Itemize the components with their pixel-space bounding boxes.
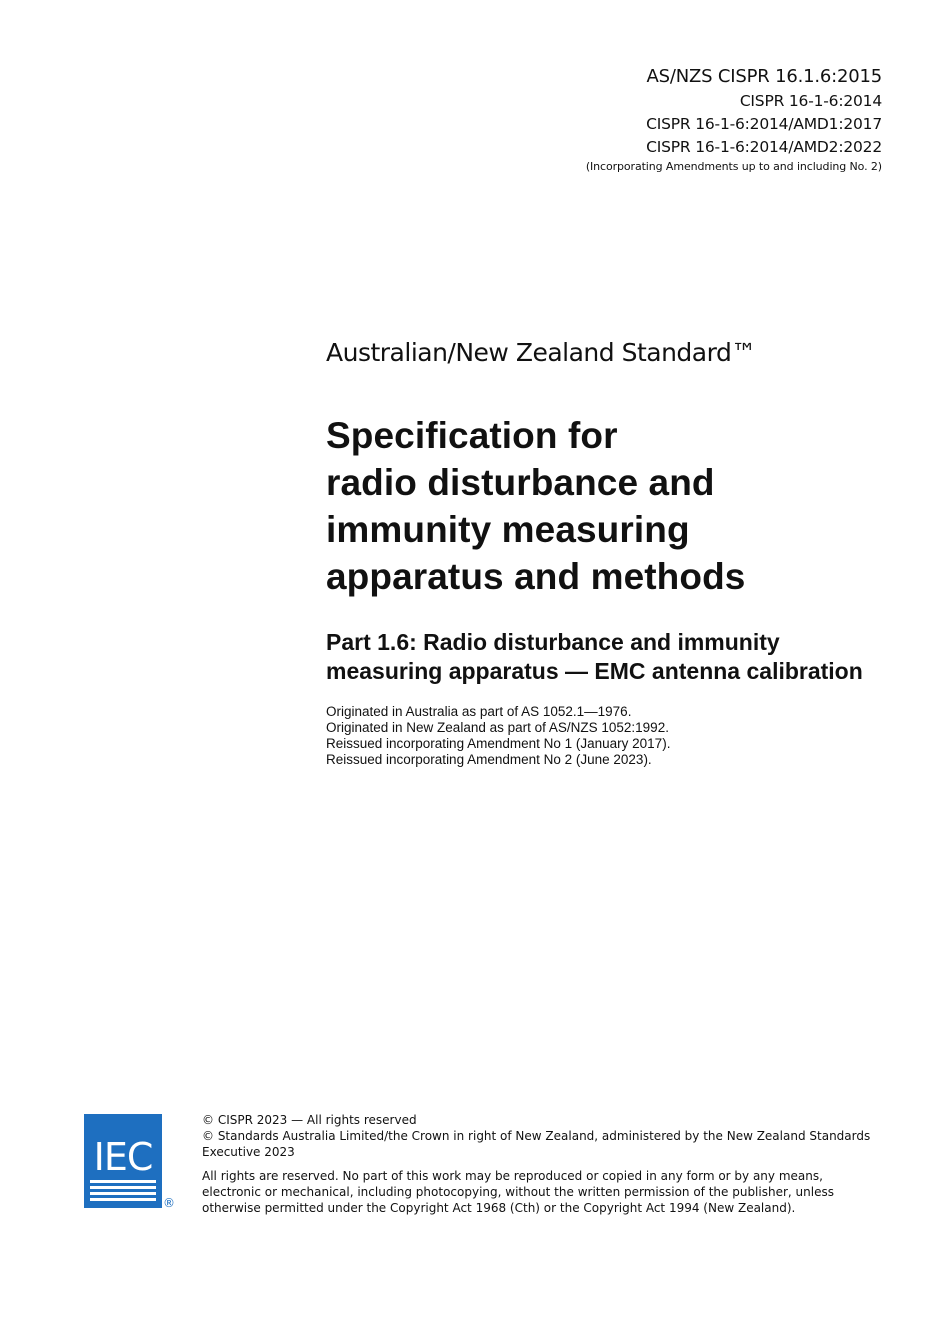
history-line: Reissued incorporating Amendment No 2 (June 2023). <box>326 752 652 767</box>
copyright-block <box>202 1112 892 1160</box>
iec-logo-text: IEC <box>93 1135 153 1179</box>
iec-logo <box>84 1114 176 1208</box>
iec-logo-stripe <box>90 1192 156 1195</box>
rights-line: otherwise permitted under the Copyright Act 1968 (Cth) or the Copyright Act 1994 (New Zealand). <box>202 1201 796 1215</box>
subtitle-line: measuring apparatus — EMC antenna calibration <box>326 658 863 684</box>
cispr-code: CISPR 16-1-6:2014 <box>739 92 882 110</box>
rights-line: All rights are reserved. No part of this work may be reproduced or copied in any form or by any means, <box>202 1169 823 1183</box>
copyright-line: © Standards Australia Limited/the Crown in right of New Zealand, administered by the New Zealand Standards <box>202 1129 871 1143</box>
amendment-1-code: CISPR 16-1-6:2014/AMD1:2017 <box>646 115 882 133</box>
publication-history <box>326 704 906 768</box>
primary-standard-code: AS/NZS CISPR 16.1.6:2015 <box>646 66 882 87</box>
history-line: Reissued incorporating Amendment No 1 (January 2017). <box>326 736 671 751</box>
history-line: Originated in New Zealand as part of AS/NZS 1052:1992. <box>326 720 669 735</box>
amendment-2-code: CISPR 16-1-6:2014/AMD2:2022 <box>646 138 882 156</box>
title-block <box>326 336 906 768</box>
amendments-note: (Incorporating Amendments up to and including No. 2) <box>585 160 882 173</box>
document-title <box>326 412 906 600</box>
registered-mark-icon: ® <box>163 1196 175 1208</box>
history-line: Originated in Australia as part of AS 1052.1—1976. <box>326 704 632 719</box>
iec-logo-stripe <box>90 1186 156 1189</box>
iec-logo-stripe <box>90 1198 156 1201</box>
title-line: Specification for <box>326 415 618 456</box>
standard-codes <box>586 64 882 175</box>
rights-line: electronic or mechanical, including photocopying, without the written permission of the publisher, unless <box>202 1185 834 1199</box>
title-line: apparatus and methods <box>326 556 746 597</box>
title-line: radio disturbance and <box>326 462 715 503</box>
subtitle-line: Part 1.6: Radio disturbance and immunity <box>326 629 780 655</box>
legal-notice <box>202 1112 892 1224</box>
copyright-line: © CISPR 2023 — All rights reserved <box>202 1113 417 1127</box>
series-label: Australian/New Zealand Standard™ <box>326 338 756 367</box>
copyright-line: Executive 2023 <box>202 1145 295 1159</box>
title-line: immunity measuring <box>326 509 690 550</box>
rights-block <box>202 1168 892 1216</box>
document-subtitle <box>326 628 906 686</box>
iec-logo-stripe <box>90 1180 156 1183</box>
